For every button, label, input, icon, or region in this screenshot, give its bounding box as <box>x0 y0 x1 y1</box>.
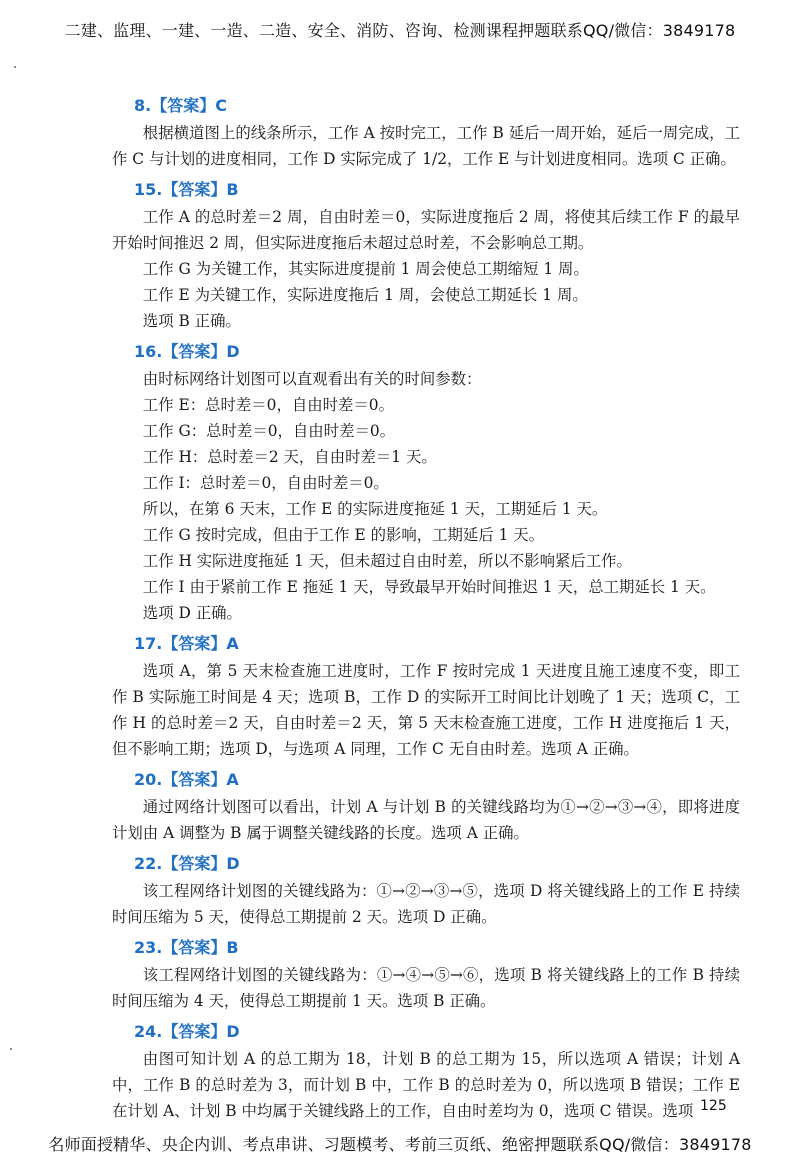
explanation-paragraph: 工作 I 由于紧前工作 E 拖延 1 天，导致最早开始时间推迟 1 天，总工期延长 1 天。 <box>142 578 716 596</box>
explanation-paragraph: 根据横道图上的线条所示，工作 A 按时完工，工作 B 延后一周开始，延后一周完成，工作 C 与计划的进度相同，工作 D 实际完成了 1/2，工作 E 与计划进度相同。选项 C 正确。 <box>112 124 740 168</box>
explanation-paragraph: 工作 A 的总时差＝2 周，自由时差＝0，实际进度拖后 2 周，将使其后续工作 F 的最早开始时间推迟 2 周，但实际进度拖后未超过总时差，不会影响总工期。 <box>112 208 740 252</box>
answer-heading: 16.【答案】D <box>134 342 240 361</box>
explanation-paragraph: 由时标网络计划图可以直观看出有关的时间参数： <box>142 370 482 388</box>
answer-heading: 23.【答案】B <box>134 938 239 957</box>
scan-speck <box>14 66 16 68</box>
header-banner: 二建、监理、一建、一造、二造、安全、消防、咨询、检测课程押题联系QQ/微信：3849178 <box>64 21 736 40</box>
explanation-paragraph: 工作 H：总时差＝2 天，自由时差＝1 天。 <box>142 448 437 466</box>
footer-banner: 名师面授精华、央企内训、考点串讲、习题模考、考前三页纸、绝密押题联系QQ/微信：3849178 <box>48 1135 752 1154</box>
explanation-paragraph: 工作 E 为关键工作，实际进度拖后 1 周，会使总工期延长 1 周。 <box>142 286 588 304</box>
explanation-paragraph: 该工程网络计划图的关键线路为：①→④→⑤→⑥，选项 B 将关键线路上的工作 B 持续时间压缩为 4 天，使得总工期提前 1 天。选项 B 正确。 <box>112 966 740 1010</box>
scan-speck <box>10 1048 12 1050</box>
answer-explanations <box>112 88 740 1124</box>
answer-heading: 22.【答案】D <box>134 854 240 873</box>
answer-heading: 24.【答案】D <box>134 1022 240 1041</box>
explanation-paragraph: 工作 H 实际进度拖延 1 天，但未超过自由时差，所以不影响紧后工作。 <box>142 552 632 570</box>
explanation-paragraph: 选项 B 正确。 <box>142 312 241 330</box>
answer-heading: 17.【答案】A <box>134 634 239 653</box>
answer-heading: 20.【答案】A <box>134 770 239 789</box>
explanation-paragraph: 工作 E：总时差＝0，自由时差＝0。 <box>142 396 394 414</box>
answer-heading: 8.【答案】C <box>134 96 227 115</box>
explanation-paragraph: 该工程网络计划图的关键线路为：①→②→③→⑤，选项 D 将关键线路上的工作 E 持续时间压缩为 5 天，使得总工期提前 2 天。选项 D 正确。 <box>112 882 740 926</box>
explanation-paragraph: 工作 G 为关键工作，其实际进度提前 1 周会使总工期缩短 1 周。 <box>142 260 589 278</box>
explanation-paragraph: 通过网络计划图可以看出，计划 A 与计划 B 的关键线路均为①→②→③→④，即将进度计划由 A 调整为 B 属于调整关键线路的长度。选项 A 正确。 <box>112 798 740 842</box>
explanation-paragraph: 工作 I：总时差＝0，自由时差＝0。 <box>142 474 389 492</box>
explanation-paragraph: 选项 D 正确。 <box>142 604 242 622</box>
explanation-paragraph: 所以，在第 6 天末，工作 E 的实际进度拖延 1 天，工期延后 1 天。 <box>142 500 608 518</box>
explanation-paragraph: 选项 A，第 5 天末检查施工进度时，工作 F 按时完成 1 天进度且施工速度不变，即工作 B 实际施工时间是 4 天；选项 B，工作 D 的实际开工时间比计划晚了 1 天；选项 C，工作 H 的总时差＝2 天，自由时差＝2 天，第 5 天末检查施工进度，工作 H 进度拖后 1 天，但不影响工期；选项 D，与选项 A 同理，工作 C 无自由时差。选项 A 正确。 <box>112 662 740 758</box>
page-number: 125 <box>700 1098 727 1114</box>
answer-heading: 15.【答案】B <box>134 180 239 199</box>
explanation-paragraph: 由图可知计划 A 的总工期为 18，计划 B 的总工期为 15，所以选项 A 错误；计划 A 中，工作 B 的总时差为 3，而计划 B 中，工作 B 的总时差为 0，所以选项 B 错误；工作 E 在计划 A、计划 B 中均属于关键线路上的工作，自由时差均为 0，选项 C 错误。选项 <box>112 1050 740 1120</box>
explanation-paragraph: 工作 G：总时差＝0，自由时差＝0。 <box>142 422 396 440</box>
explanation-paragraph: 工作 G 按时完成，但由于工作 E 的影响，工期延后 1 天。 <box>142 526 545 544</box>
